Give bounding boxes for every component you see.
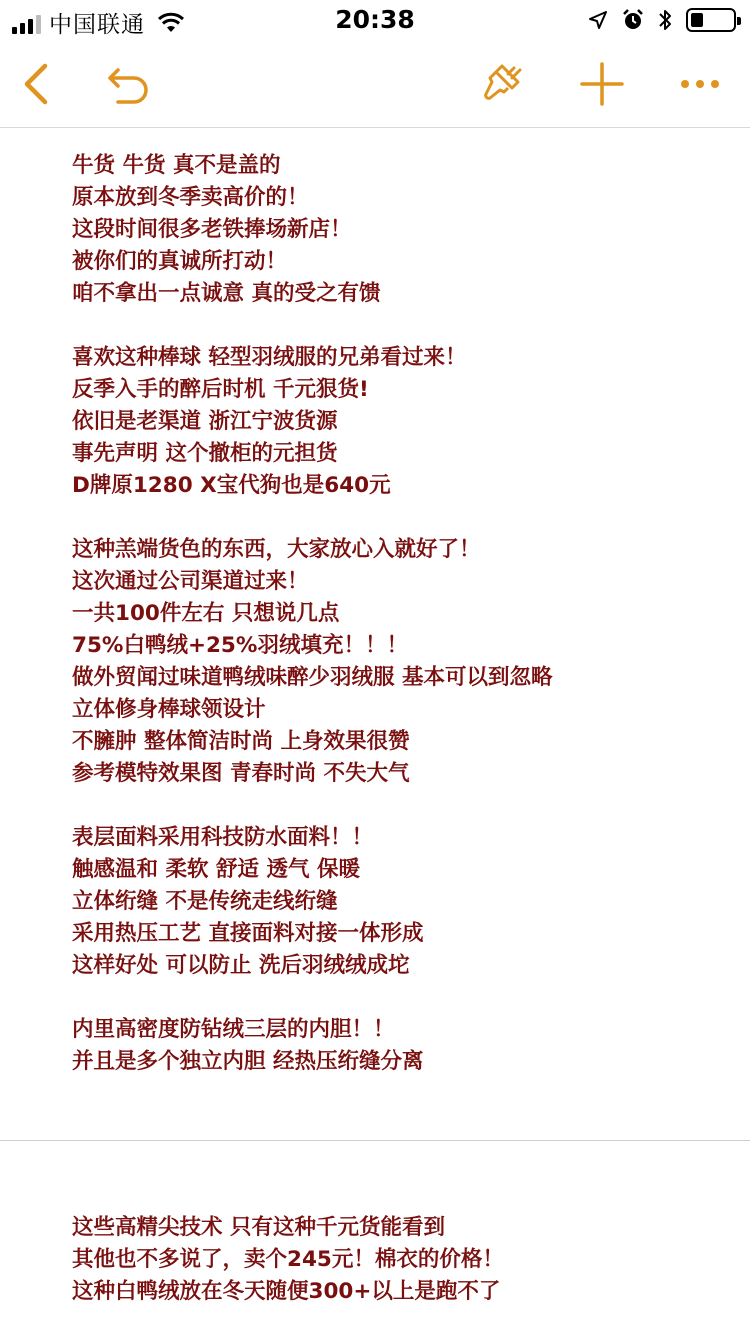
note-line: 采用热压工艺 直接面料对接一体形成 [72,921,424,946]
note-line: 这段时间很多老铁捧场新店！ [72,217,352,242]
note-body[interactable] [72,150,732,1110]
note-line: 事先声明 这个撤柜的元担货 [72,441,338,466]
note-line: 其他也不多说了，卖个245元！棉衣的价格！ [72,1247,504,1272]
note-body-page-2[interactable] [72,1212,732,1308]
back-button[interactable] [6,40,66,128]
carrier-name: 中国联通 [49,12,145,38]
note-line: 原本放到冬季卖高价的！ [72,185,309,210]
alarm-icon [622,9,644,31]
note-line: 内里高密度防钻绒三层的内胆！！ [72,1017,395,1042]
more-button[interactable] [670,40,730,128]
note-line: 做外贸闻过味道鸭绒味醉少羽绒服 基本可以到忽略 [72,665,553,690]
paintbrush-icon [478,60,526,108]
battery-icon [686,8,736,32]
note-line: 这种白鸭绒放在冬天随便300+以上是跑不了 [72,1279,501,1304]
note-line: 这次通过公司渠道过来！ [72,569,309,594]
note-line: 喜欢这种棒球 轻型羽绒服的兄弟看过来！ [72,345,467,370]
note-line: 这些高精尖技术 只有这种千元货能看到 [72,1215,445,1240]
note-paragraph [72,1014,732,1078]
page-divider [0,1140,750,1141]
undo-button[interactable] [96,40,162,128]
note-line: 被你们的真诚所打动！ [72,249,288,274]
status-bar [0,0,750,40]
plus-icon [580,62,624,106]
bluetooth-icon [658,8,672,32]
status-right [588,8,736,32]
note-line: 反季入手的醉后时机 千元狠货! [72,377,369,402]
location-arrow-icon [588,10,608,30]
note-line: 立体绗缝 不是传统走线绗缝 [72,889,338,914]
note-paragraph [72,342,732,502]
note-line: 触感温和 柔软 舒适 透气 保暖 [72,857,360,882]
more-icon [680,79,720,89]
format-brush-button[interactable] [470,40,534,128]
status-time: 20:38 [335,5,415,34]
note-line: 这样好处 可以防止 洗后羽绒绒成坨 [72,953,410,978]
chevron-left-icon [21,62,51,106]
note-line: 不臃肿 整体简洁时尚 上身效果很赞 [72,729,410,754]
toolbar [0,40,750,128]
note-paragraph [72,534,732,790]
note-line: 牛货 牛货 真不是盖的 [72,153,281,178]
note-line: 立体修身棒球领设计 [72,697,266,722]
note-paragraph [72,822,732,982]
add-button[interactable] [572,40,632,128]
note-line: 并且是多个独立内胆 经热压绗缝分离 [72,1049,424,1074]
note-line: 一共100件左右 只想说几点 [72,601,340,626]
note-line: D牌原1280 X宝代狗也是640元 [72,473,391,498]
note-line: 表层面料采用科技防水面料！！ [72,825,374,850]
note-line: 这种羔端货色的东西，大家放心入就好了！ [72,537,481,562]
note-line: 依旧是老渠道 浙江宁波货源 [72,409,338,434]
undo-icon [106,64,152,104]
note-line: 参考模特效果图 青春时尚 不失大气 [72,761,410,786]
note-paragraph [72,150,732,310]
note-line: 咱不拿出一点诚意 真的受之有馈 [72,281,381,306]
note-line: 75%白鸭绒+25%羽绒填充！！！ [72,633,408,658]
